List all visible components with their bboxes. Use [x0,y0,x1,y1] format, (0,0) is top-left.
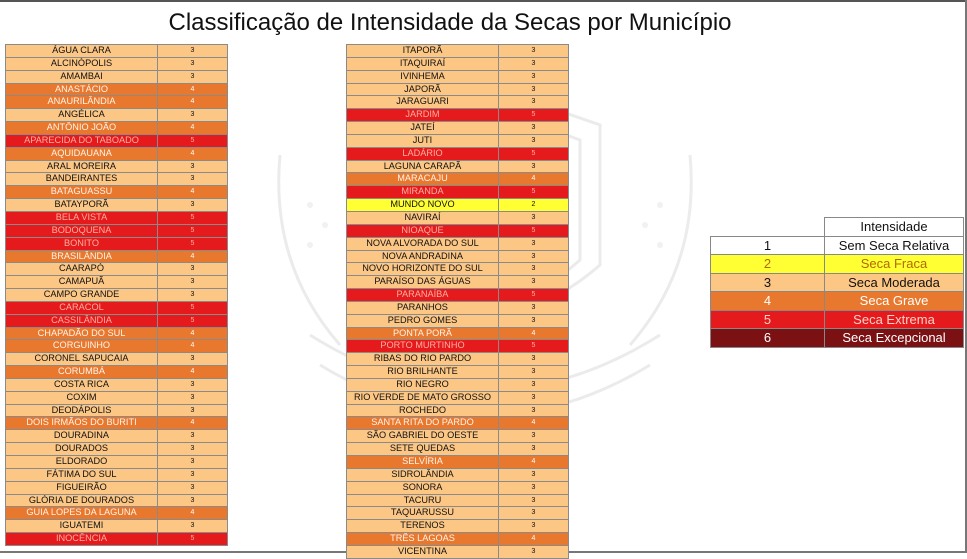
intensity-value: 3 [499,263,569,276]
table-row [6,366,228,379]
intensity-value: 3 [499,314,569,327]
page-title: Classificação de Intensidade da Secas por Município [168,9,732,36]
municipality-name: BATAGUASSU [6,186,158,199]
municipality-name: IGUATEMI [6,520,158,533]
table-row [6,417,228,430]
municipality-name: DOIS IRMÃOS DO BURITI [6,417,158,430]
table-row [347,276,569,289]
legend-row [711,236,964,255]
table-row [6,70,228,83]
intensity-value: 3 [499,353,569,366]
intensity-value: 2 [499,199,569,212]
intensity-value: 3 [158,173,228,186]
municipality-name: SONORA [347,481,499,494]
municipality-name: AMAMBAI [6,70,158,83]
table-row [347,301,569,314]
table-row [6,340,228,353]
intensity-value: 4 [499,456,569,469]
municipality-name: NOVA ALVORADA DO SUL [347,237,499,250]
legend-level: 5 [711,310,825,329]
table-row [347,224,569,237]
table-row [6,494,228,507]
legend-row [711,255,964,274]
municipality-name: PORTO MURTINHO [347,340,499,353]
intensity-value: 3 [499,96,569,109]
table-row [6,301,228,314]
table-row [6,456,228,469]
intensity-value: 3 [499,250,569,263]
municipality-name: PONTA PORÃ [347,327,499,340]
table-row [6,314,228,327]
municipality-name: NOVO HORIZONTE DO SUL [347,263,499,276]
municipality-name: CAARAPÓ [6,263,158,276]
intensity-value: 3 [499,57,569,70]
intensity-value: 4 [158,366,228,379]
intensity-value: 4 [499,327,569,340]
municipality-name: AQUIDAUANA [6,147,158,160]
municipality-name: BRASILÂNDIA [6,250,158,263]
intensity-value: 3 [499,237,569,250]
legend-row [711,329,964,348]
intensity-value: 5 [499,109,569,122]
intensity-value: 3 [499,468,569,481]
municipality-name: ITAPORÃ [347,45,499,58]
intensity-value: 3 [158,443,228,456]
intensity-value: 5 [158,533,228,546]
table-row [347,545,569,558]
table-row [6,134,228,147]
municipality-name: PARANAÍBA [347,289,499,302]
table-row [347,533,569,546]
intensity-value: 3 [499,122,569,135]
table-row [6,391,228,404]
municipality-name: MUNDO NOVO [347,199,499,212]
intensity-value: 3 [499,301,569,314]
table-row [347,199,569,212]
table-row [347,481,569,494]
municipality-name: INOCÊNCIA [6,533,158,546]
intensity-value: 4 [158,147,228,160]
table-row [347,391,569,404]
table-row [347,404,569,417]
municipality-table-right [346,44,569,559]
table-row [6,109,228,122]
municipality-name: ANASTÁCIO [6,83,158,96]
table-row [347,366,569,379]
municipality-name: ROCHEDO [347,404,499,417]
intensity-value: 3 [158,57,228,70]
table-row [6,122,228,135]
municipality-name: CARACOL [6,301,158,314]
intensity-value: 4 [158,122,228,135]
table-row [347,147,569,160]
municipality-name: TACURU [347,494,499,507]
table-row [347,45,569,58]
municipality-name: CORONEL SAPUCAIA [6,353,158,366]
table-row [347,134,569,147]
table-row [6,263,228,276]
municipality-name: FIGUEIRÃO [6,481,158,494]
intensity-value: 3 [158,160,228,173]
legend-header-blank [711,218,825,237]
intensity-value: 3 [499,276,569,289]
table-row [6,481,228,494]
intensity-value: 3 [158,109,228,122]
intensity-value: 4 [499,417,569,430]
municipality-name: JATEÍ [347,122,499,135]
municipality-name: BODOQUENA [6,224,158,237]
municipality-name: CORGUINHO [6,340,158,353]
municipality-name: SANTA RITA DO PARDO [347,417,499,430]
municipality-name: ANGÉLICA [6,109,158,122]
municipality-name: RIBAS DO RIO PARDO [347,353,499,366]
municipality-name: TERENOS [347,520,499,533]
municipality-name: DOURADINA [6,430,158,443]
table-row [6,83,228,96]
intensity-value: 3 [158,481,228,494]
intensity-value: 5 [499,224,569,237]
intensity-value: 4 [158,417,228,430]
table-row [6,96,228,109]
table-row [6,57,228,70]
municipality-name: BANDEIRANTES [6,173,158,186]
intensity-value: 4 [158,250,228,263]
municipality-name: JAPORÃ [347,83,499,96]
table-row [347,96,569,109]
intensity-value: 5 [158,301,228,314]
intensity-value: 3 [499,430,569,443]
intensity-legend [710,217,964,348]
municipality-name: CORUMBÁ [6,366,158,379]
municipality-name: SETE QUEDAS [347,443,499,456]
table-row [6,211,228,224]
municipality-name: CAMAPUÃ [6,276,158,289]
intensity-value: 3 [158,430,228,443]
intensity-value: 3 [158,45,228,58]
municipality-name: MIRANDA [347,186,499,199]
intensity-value: 3 [499,507,569,520]
municipality-name: COXIM [6,391,158,404]
intensity-value: 5 [158,211,228,224]
table-row [6,520,228,533]
municipality-name: VICENTINA [347,545,499,558]
table-row [347,250,569,263]
table-row [347,430,569,443]
table-row [347,494,569,507]
legend-label: Sem Seca Relativa [825,236,964,255]
intensity-value: 5 [499,340,569,353]
intensity-value: 3 [499,520,569,533]
table-row [347,443,569,456]
intensity-value: 5 [499,289,569,302]
table-row [6,353,228,366]
municipality-table-left [5,44,228,546]
intensity-value: 4 [158,83,228,96]
intensity-value: 3 [158,289,228,302]
intensity-value: 3 [499,378,569,391]
intensity-value: 4 [158,507,228,520]
table-row [6,250,228,263]
intensity-value: 3 [499,134,569,147]
table-row [6,147,228,160]
municipality-name: GLÓRIA DE DOURADOS [6,494,158,507]
table-row [6,443,228,456]
municipality-name: ITAQUIRAÍ [347,57,499,70]
intensity-value: 3 [499,404,569,417]
intensity-value: 4 [499,173,569,186]
top-border [0,0,967,2]
legend-row [711,292,964,311]
intensity-value: 3 [158,378,228,391]
intensity-value: 3 [499,366,569,379]
table-row [347,109,569,122]
municipality-name: JUTI [347,134,499,147]
intensity-value: 3 [158,276,228,289]
table-row [6,289,228,302]
table-row [6,276,228,289]
municipality-name: CHAPADÃO DO SUL [6,327,158,340]
table-row [6,404,228,417]
municipality-name: IVINHEMA [347,70,499,83]
intensity-value: 5 [158,314,228,327]
legend-label: Seca Moderada [825,273,964,292]
intensity-value: 5 [158,237,228,250]
municipality-name: BELA VISTA [6,211,158,224]
table-row [347,173,569,186]
municipality-name: SELVÍRIA [347,456,499,469]
intensity-value: 5 [158,134,228,147]
legend-label: Seca Grave [825,292,964,311]
intensity-value: 3 [499,443,569,456]
table-row [347,314,569,327]
municipality-name: TAQUARUSSU [347,507,499,520]
municipality-name: ARAL MOREIRA [6,160,158,173]
municipality-name: LAGUNA CARAPÃ [347,160,499,173]
intensity-value: 5 [499,147,569,160]
intensity-value: 3 [499,70,569,83]
municipality-name: SIDROLÂNDIA [347,468,499,481]
table-row [6,186,228,199]
table-row [6,533,228,546]
intensity-value: 3 [158,468,228,481]
legend-header: Intensidade [825,218,964,237]
intensity-value: 3 [158,263,228,276]
intensity-value: 3 [158,404,228,417]
table-row [6,160,228,173]
municipality-name: APARECIDA DO TABOADO [6,134,158,147]
table-row [347,378,569,391]
municipality-name: COSTA RICA [6,378,158,391]
municipality-name: TRÊS LAGOAS [347,533,499,546]
intensity-value: 5 [499,186,569,199]
table-row [6,507,228,520]
intensity-value: 3 [158,520,228,533]
intensity-value: 3 [158,391,228,404]
municipality-name: PEDRO GOMES [347,314,499,327]
intensity-value: 3 [499,45,569,58]
legend-level: 1 [711,236,825,255]
intensity-value: 3 [158,199,228,212]
table-row [347,122,569,135]
intensity-value: 3 [499,160,569,173]
municipality-name: DOURADOS [6,443,158,456]
municipality-name: ANTÔNIO JOÃO [6,122,158,135]
table-row [6,199,228,212]
table-row [347,327,569,340]
table-row [347,70,569,83]
intensity-value: 4 [158,96,228,109]
municipality-name: PARAÍSO DAS ÁGUAS [347,276,499,289]
table-row [347,417,569,430]
table-row [6,327,228,340]
intensity-value: 5 [158,224,228,237]
municipality-name: ELDORADO [6,456,158,469]
municipality-name: ÁGUA CLARA [6,45,158,58]
table-row [6,173,228,186]
municipality-name: BONITO [6,237,158,250]
table-row [347,340,569,353]
municipality-name: PARANHOS [347,301,499,314]
legend-label: Seca Extrema [825,310,964,329]
table-row [347,353,569,366]
intensity-value: 3 [158,353,228,366]
municipality-name: RIO NEGRO [347,378,499,391]
legend-header-row [711,218,964,237]
table-row [6,430,228,443]
municipality-name: ALCINÓPOLIS [6,57,158,70]
municipality-name: NIOAQUE [347,224,499,237]
municipality-name: MARACAJU [347,173,499,186]
intensity-value: 3 [499,83,569,96]
table-row [347,237,569,250]
legend-level: 4 [711,292,825,311]
intensity-value: 3 [499,545,569,558]
municipality-name: CAMPO GRANDE [6,289,158,302]
table-row [347,186,569,199]
intensity-value: 4 [158,186,228,199]
table-row [347,263,569,276]
municipality-name: ANAURILÂNDIA [6,96,158,109]
table-row [347,468,569,481]
intensity-value: 4 [158,327,228,340]
table-row [347,289,569,302]
municipality-name: FÁTIMA DO SUL [6,468,158,481]
municipality-name: DEODÁPOLIS [6,404,158,417]
table-row [347,160,569,173]
intensity-value: 4 [499,533,569,546]
intensity-value: 3 [158,456,228,469]
municipality-name: RIO BRILHANTE [347,366,499,379]
intensity-value: 3 [158,494,228,507]
table-row [347,211,569,224]
table-row [6,378,228,391]
legend-label: Seca Excepcional [825,329,964,348]
intensity-value: 4 [158,340,228,353]
legend-label: Seca Fraca [825,255,964,274]
municipality-name: RIO VERDE DE MATO GROSSO [347,391,499,404]
table-row [6,468,228,481]
intensity-value: 3 [499,494,569,507]
intensity-value: 3 [499,391,569,404]
municipality-name: SÃO GABRIEL DO OESTE [347,430,499,443]
legend-row [711,273,964,292]
legend-level: 2 [711,255,825,274]
municipality-name: NAVIRAÍ [347,211,499,224]
municipality-name: BATAYPORÃ [6,199,158,212]
table-row [6,224,228,237]
legend-level: 6 [711,329,825,348]
legend-level: 3 [711,273,825,292]
municipality-name: JARAGUARI [347,96,499,109]
intensity-value: 3 [499,481,569,494]
table-row [347,520,569,533]
table-row [347,456,569,469]
municipality-name: NOVA ANDRADINA [347,250,499,263]
table-row [6,45,228,58]
intensity-value: 3 [499,211,569,224]
table-row [347,83,569,96]
municipality-name: CASSILÂNDIA [6,314,158,327]
legend-row [711,310,964,329]
municipality-name: JARDIM [347,109,499,122]
table-row [347,507,569,520]
municipality-name: LADÁRIO [347,147,499,160]
table-row [347,57,569,70]
table-row [6,237,228,250]
municipality-name: GUIA LOPES DA LAGUNA [6,507,158,520]
intensity-value: 3 [158,70,228,83]
